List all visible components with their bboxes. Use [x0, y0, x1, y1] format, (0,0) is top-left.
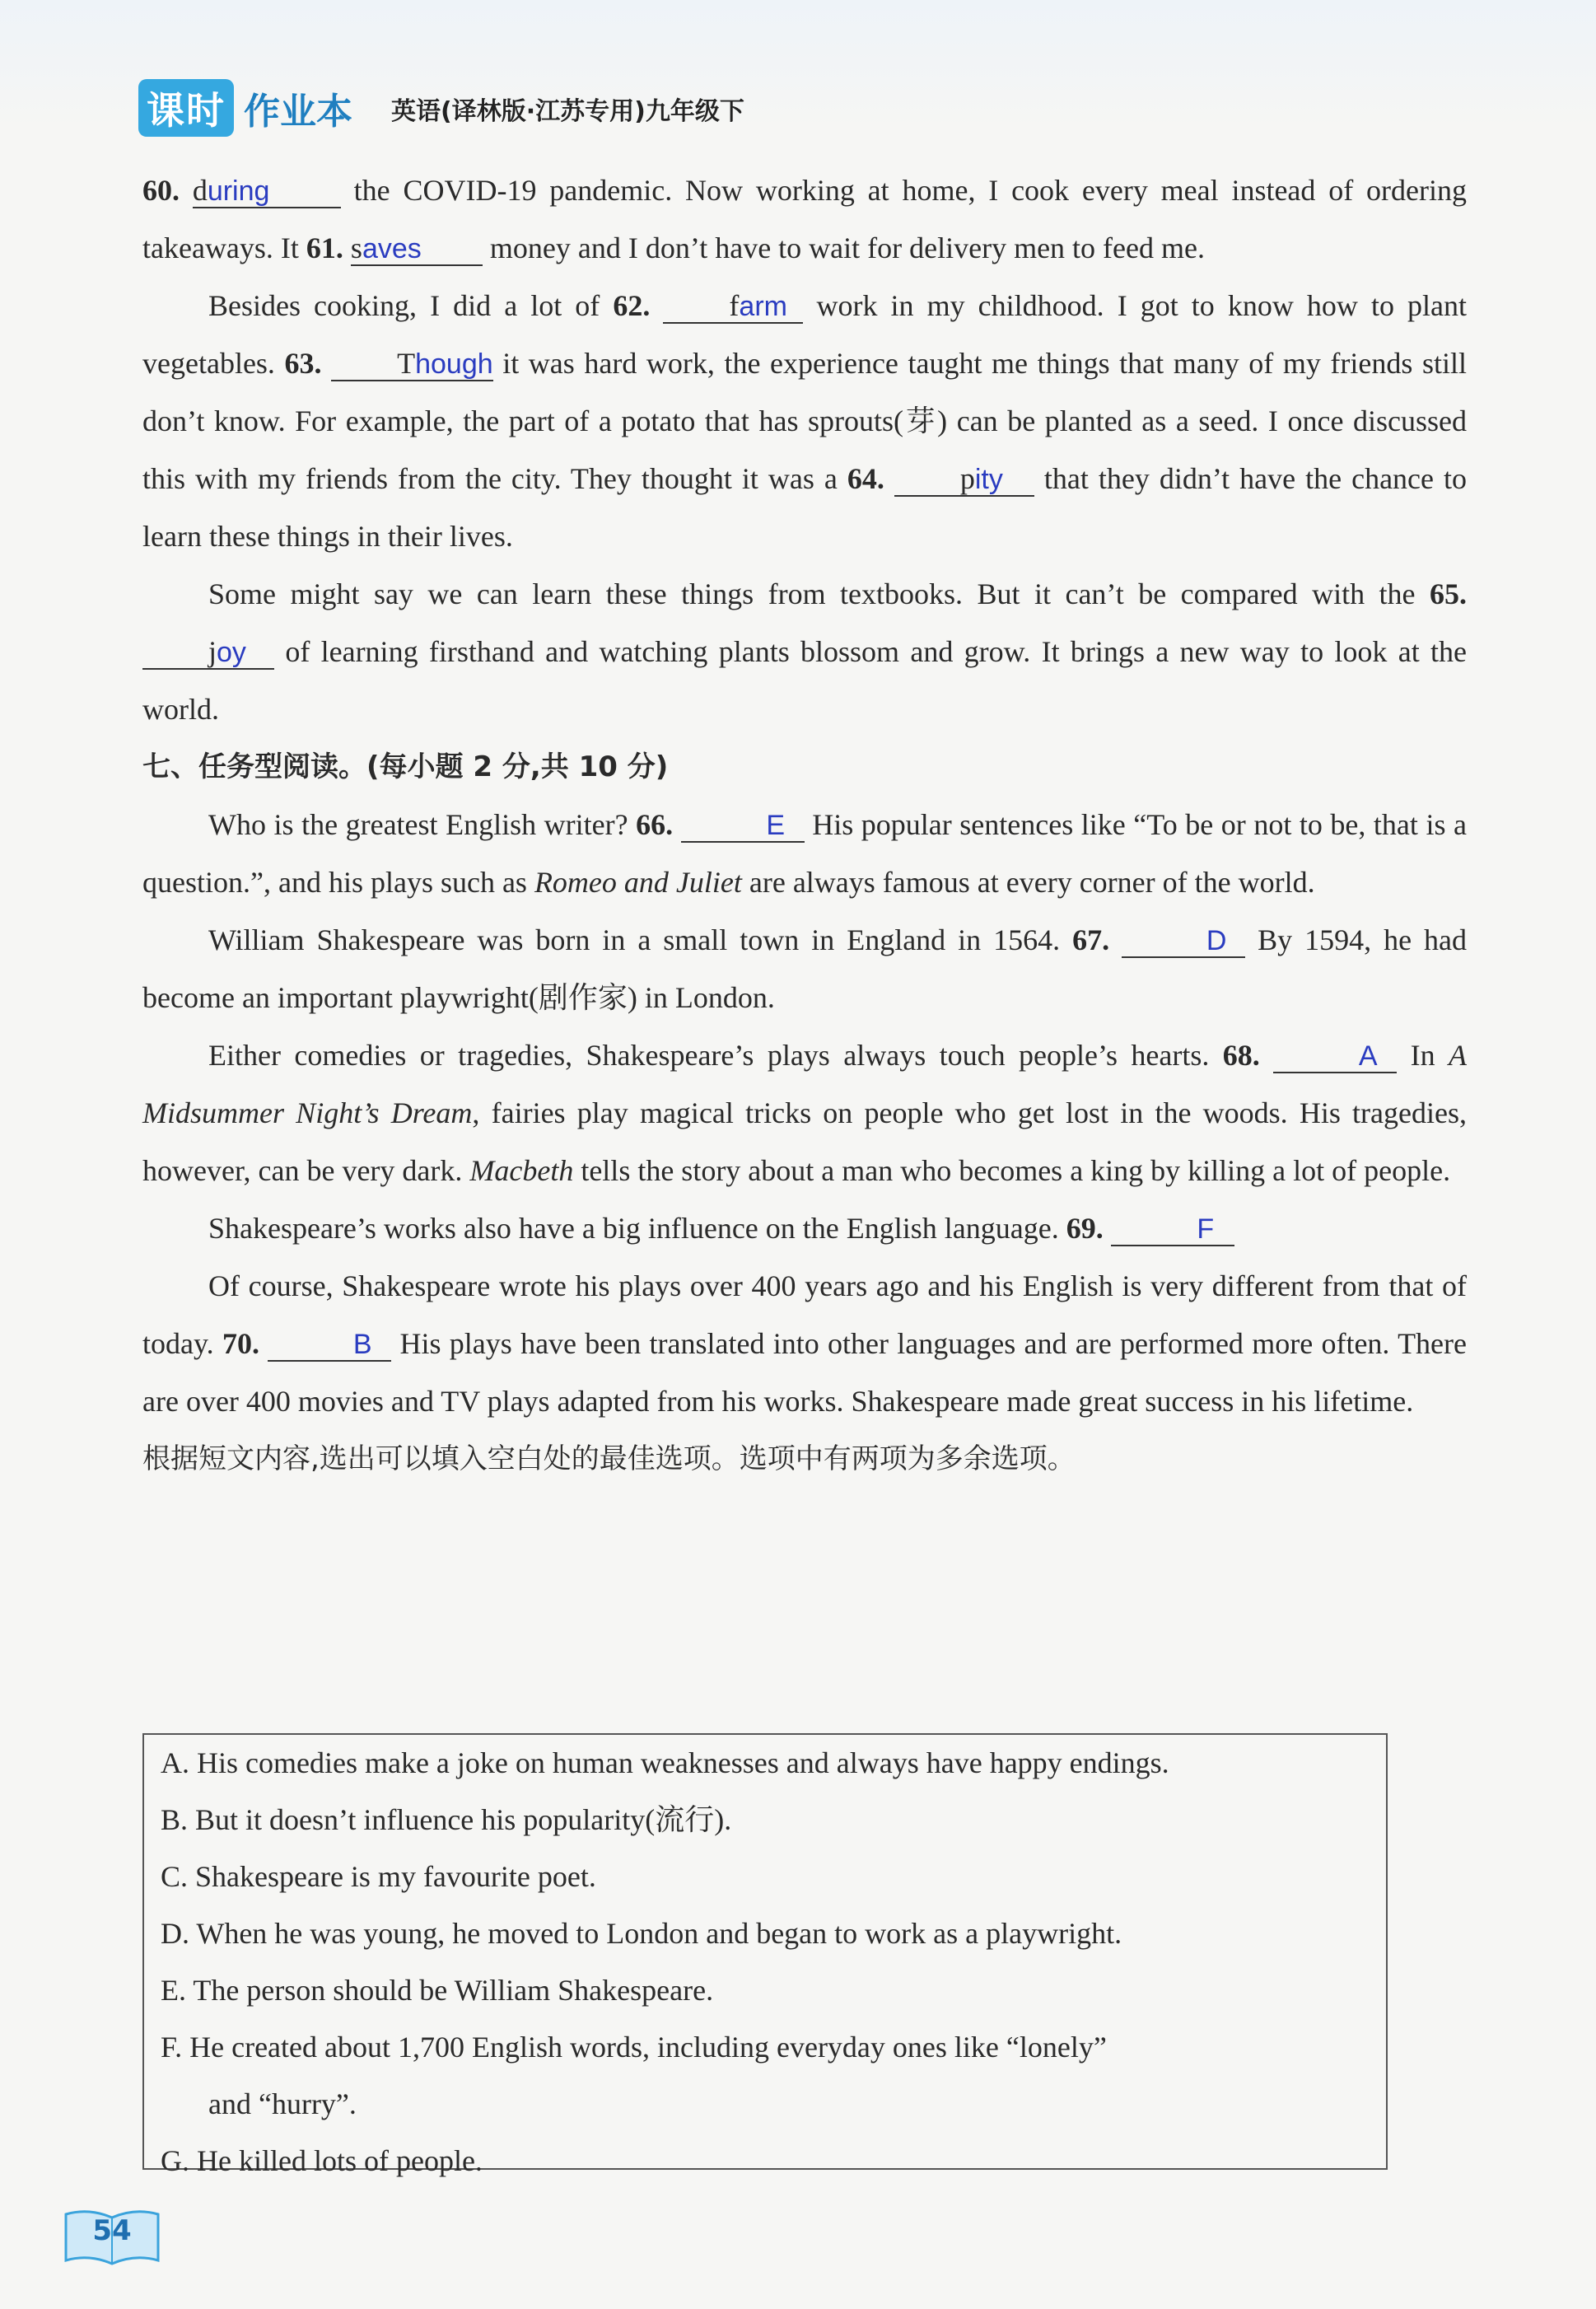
answer-blank-62[interactable]: [663, 290, 803, 324]
blank-prefix: j: [208, 635, 217, 668]
answer-blank-69[interactable]: [1111, 1213, 1234, 1246]
page-header: [0, 0, 1596, 132]
paragraph-text: are always famous at every corner of the world.: [749, 866, 1315, 899]
paragraph-text: tells the story about a man who becomes a king by killing a lot of people.: [581, 1154, 1451, 1187]
exercise-content: [142, 161, 1467, 1488]
handwritten-answer-67: D: [1206, 925, 1227, 956]
play-title: Romeo and Juliet: [534, 866, 742, 899]
question-number-63: 63.: [284, 347, 322, 380]
reading-paragraph-1: [142, 796, 1467, 911]
instruction-text: 根据短文内容,选出可以填入空白处的最佳选项。选项中有两项为多余选项。: [142, 1442, 1076, 1475]
logo-badge: 课时: [138, 79, 234, 137]
options-box: [142, 1733, 1388, 2177]
reading-paragraph-4: [142, 1199, 1467, 1257]
option-c: C. Shakespeare is my favourite poet.: [161, 1860, 596, 1893]
book-logo: [138, 79, 352, 137]
blank-prefix: f: [729, 289, 740, 322]
blank-prefix: s: [350, 231, 362, 264]
handwritten-answer-60: uring: [207, 175, 270, 207]
reading-paragraph-5: [142, 1257, 1467, 1430]
question-number-61: 61.: [306, 231, 343, 264]
blank-prefix: d: [192, 174, 208, 207]
question-number-60: 60.: [142, 174, 180, 207]
paragraph-text: that they didn’t have the chance to learn these things in their lives.: [142, 462, 1467, 553]
option-d: D. When he was young, he moved to London and began to work as a playwright.: [161, 1917, 1122, 1950]
answer-blank-64[interactable]: [894, 463, 1034, 497]
paragraph-text: , fairies play magical tricks on people who get lost in the woods. His tragedies, however, can be very dark.: [142, 1096, 1467, 1187]
handwritten-answer-63: hough: [415, 348, 493, 380]
option-e: E. The person should be William Shakespeare.: [161, 1974, 714, 2007]
page-number-badge: [63, 2208, 161, 2267]
book-subtitle: 英语(译林版·江苏专用)九年级下: [391, 97, 744, 126]
question-number-64: 64.: [847, 462, 884, 495]
question-number-70: 70.: [222, 1327, 259, 1360]
answer-blank-61[interactable]: [351, 232, 483, 266]
handwritten-answer-65: oy: [217, 637, 246, 668]
paragraph-text: Who is the greatest English writer?: [208, 808, 628, 841]
blank-prefix: T: [397, 347, 416, 380]
page-number: 54: [92, 2214, 132, 2247]
option-a: A. His comedies make a joke on human weaknesses and always have happy endings.: [161, 1746, 1169, 1779]
answer-blank-66[interactable]: [681, 809, 805, 843]
question-number-65: 65.: [1430, 577, 1467, 610]
option-b: B. But it doesn’t influence his popularity(流行).: [161, 1803, 732, 1836]
paragraph-text: Of course, Shakespeare wrote his plays over 400 years ago and his English is very different from that of today.: [142, 1269, 1467, 1360]
option-g: G. He killed lots of people.: [161, 2144, 483, 2177]
paragraph-text: His popular sentences like “To be or not to be, that is a question.”, and his plays such as: [142, 808, 1467, 899]
logo-text: 作业本: [244, 91, 352, 133]
reading-paragraph-2: [142, 911, 1467, 1026]
handwritten-answer-70: B: [352, 1329, 372, 1360]
paragraph-2: [142, 277, 1467, 565]
handwritten-answer-66: E: [766, 810, 785, 841]
paragraph-text: His plays have been translated into other languages and are performed more often. There are over 400 movies and TV plays adapted from his works. Shakespeare made great success in his lifetime.: [142, 1327, 1467, 1418]
question-number-68: 68.: [1222, 1039, 1260, 1072]
paragraph-text: work in my childhood. I got to know how to plant vegetables.: [142, 289, 1468, 380]
paragraph-text: it was hard work, the experience taught me things that many of my friends still don’t know. For example, the part of a potato that has sprouts(芽) can be planted as a seed. I once discussed this with my friends from the city. They thought it was a: [142, 347, 1467, 495]
reading-paragraph-3: [142, 1026, 1467, 1199]
answer-blank-65[interactable]: [142, 636, 274, 670]
paragraph-1: [142, 161, 1467, 277]
paragraph-3: [142, 565, 1467, 738]
question-number-66: 66.: [636, 808, 674, 841]
handwritten-answer-69: F: [1197, 1213, 1215, 1245]
paragraph-text: By 1594, he had become an important playwright(剧作家) in London.: [142, 923, 1468, 1014]
handwritten-answer-68: A: [1358, 1040, 1378, 1072]
question-number-69: 69.: [1066, 1212, 1104, 1245]
answer-blank-68[interactable]: [1273, 1040, 1397, 1073]
paragraph-text: Either comedies or tragedies, Shakespeare’s plays always touch people’s hearts.: [208, 1039, 1210, 1072]
handwritten-answer-61: aves: [362, 233, 422, 264]
paragraph-text: the COVID-19 pandemic. Now working at home, I cook every meal instead of ordering takeaways. It: [142, 174, 1468, 264]
question-number-67: 67.: [1072, 923, 1110, 956]
answer-blank-60[interactable]: [193, 175, 341, 208]
handwritten-answer-64: ity: [974, 464, 1003, 495]
paragraph-text: In: [1410, 1039, 1435, 1072]
answer-blank-67[interactable]: [1122, 924, 1245, 958]
answer-blank-70[interactable]: [268, 1328, 391, 1362]
paragraph-text: William Shakespeare was born in a small town in England in 1564.: [208, 923, 1061, 956]
paragraph-text: Besides cooking, I did a lot of: [208, 289, 600, 322]
play-title: A Midsummer Night’s Dream: [142, 1039, 1468, 1129]
paragraph-text: Shakespeare’s works also have a big influence on the English language.: [208, 1212, 1059, 1245]
paragraph-text: Some might say we can learn these things from textbooks. But it can’t be compared with the: [208, 577, 1416, 610]
paragraph-text: money and I don’t have to wait for delivery men to feed me.: [489, 231, 1205, 264]
section-title: 七、任务型阅读。(每小题 2 分,共 10 分): [142, 750, 669, 783]
option-f-continued: and “hurry”.: [208, 2087, 357, 2120]
option-f: F. He created about 1,700 English words, including everyday ones like “lonely”: [161, 2031, 1107, 2064]
paragraph-text: of learning firsthand and watching plants blossom and grow. It brings a new way to look at the world.: [142, 635, 1467, 726]
blank-prefix: p: [959, 462, 975, 495]
play-title: Macbeth: [469, 1154, 574, 1187]
answer-blank-63[interactable]: [331, 348, 493, 381]
handwritten-answer-62: arm: [739, 291, 787, 322]
question-number-62: 62.: [613, 289, 651, 322]
